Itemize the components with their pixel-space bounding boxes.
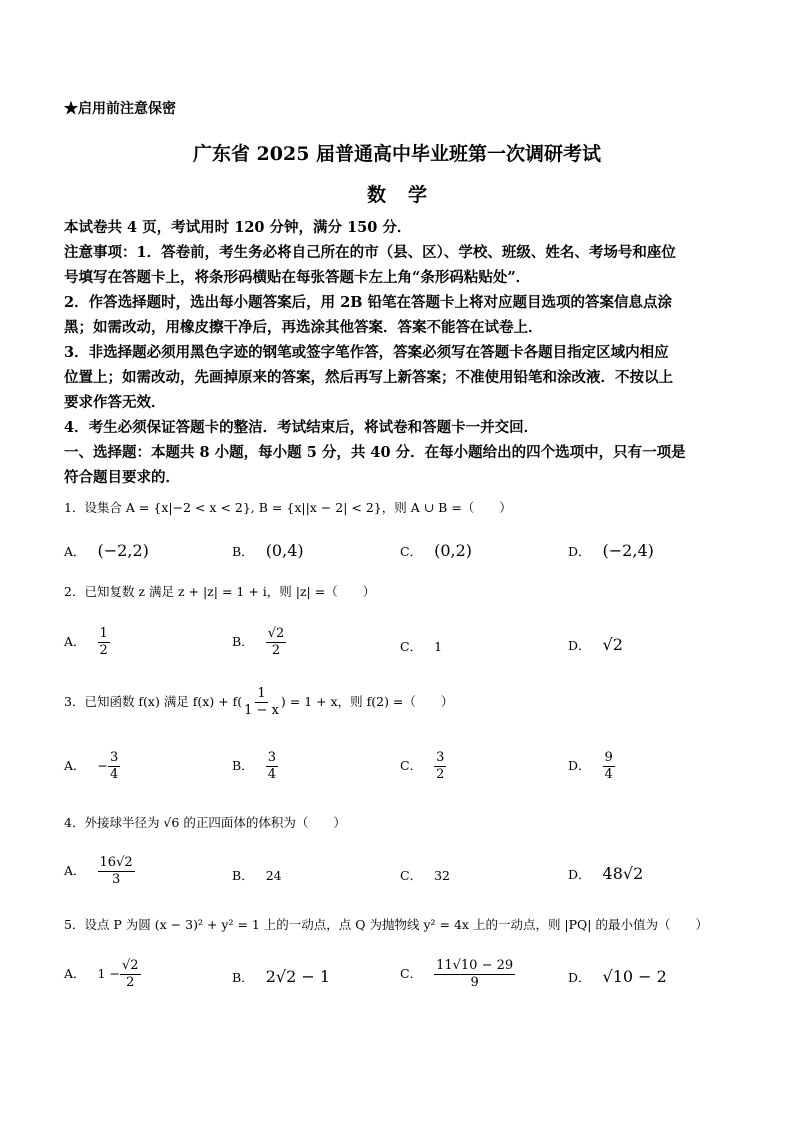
note-4: 4．考生必须保证答题卡的整洁．考试结束后，将试卷和答题卡一并交回． <box>64 419 539 436</box>
option-value: (0,2) <box>434 541 473 560</box>
fraction <box>434 958 515 991</box>
q3-option-d <box>568 750 615 783</box>
q1-option-c <box>400 541 472 560</box>
denominator: 2 <box>271 643 281 658</box>
denominator: 4 <box>110 767 119 782</box>
denominator: 2 <box>126 975 135 990</box>
numerator: 3 <box>267 750 276 765</box>
numerator: 3 <box>436 750 445 765</box>
intro-line: 本试卷共 4 页，考试用时 120 分钟，满分 150 分． <box>64 219 412 236</box>
note-1a: 注意事项：1．答卷前，考生务必将自己所在的市（县、区）、学校、班级、姓名、考场号和座位 <box>64 244 676 261</box>
option-label: B． <box>232 758 254 773</box>
option-label: C． <box>400 544 423 559</box>
note-1b: 号填写在答题卡上，将条形码横贴在每张答题卡左上角“条形码粘贴处”． <box>64 269 531 286</box>
question-3-stem <box>64 686 453 719</box>
fraction <box>120 958 141 991</box>
option-value: 24 <box>265 868 282 883</box>
numerator: 9 <box>604 750 613 765</box>
denominator: 2 <box>99 643 108 658</box>
fraction <box>98 855 135 888</box>
option-label: B． <box>232 634 254 649</box>
option-label: C． <box>400 868 423 883</box>
confidential-notice: ★启用前注意保密 <box>64 101 176 117</box>
q5-option-b <box>232 967 330 986</box>
denominator: 4 <box>604 767 613 782</box>
question-4-stem: 4．外接球半径为 √6 的正四面体的体积为（ ） <box>64 815 346 830</box>
option-label: C． <box>400 639 423 654</box>
numerator: 11√10 − 29 <box>436 958 514 973</box>
numerator: √2 <box>267 626 285 641</box>
q3-stem-post: ) = 1 + x，则 f(2) =（ ） <box>280 694 454 709</box>
q5-option-c <box>400 958 515 991</box>
option-label: A． <box>64 544 86 559</box>
option-label: B． <box>232 970 254 985</box>
option-value: √10 − 2 <box>602 967 667 986</box>
option-value: (−2,4) <box>602 541 654 560</box>
q1-option-a <box>64 541 149 560</box>
denominator: 2 <box>436 767 445 782</box>
option-label: D． <box>568 970 591 985</box>
q4-option-c <box>400 866 450 884</box>
option-value: √2 <box>602 635 623 654</box>
note-3b: 位置上；如需改动，先画掉原来的答案，然后再写上新答案；不准使用铅笔和涂改液．不按以上 <box>64 369 673 386</box>
fraction <box>434 750 446 783</box>
option-label: C． <box>400 966 423 981</box>
q1-option-b <box>232 541 304 560</box>
minus-sign: − <box>97 758 109 773</box>
q4-option-d <box>568 864 643 883</box>
numerator: 1 <box>257 686 266 701</box>
option-label: A． <box>64 758 86 773</box>
option-value: (−2,2) <box>97 541 149 560</box>
option-label: A． <box>64 634 86 649</box>
option-label: A． <box>64 966 86 981</box>
q1-option-d <box>568 541 654 560</box>
note-2b: 黑；如需改动，用橡皮擦干净后，再选涂其他答案．答案不能答在试卷上． <box>64 319 543 336</box>
q5-option-a <box>64 958 141 991</box>
option-value: 2√2 − 1 <box>265 967 330 986</box>
section-1-heading-a: 一、选择题：本题共 8 小题，每小题 5 分，共 40 分．在每小题给出的四个选项中，只有一项是 <box>64 444 686 461</box>
question-1-stem: 1．设集合 A = {x|−2 < x < 2}, B = {x||x − 2| < 2}，则 A ∪ B =（ ） <box>64 500 512 515</box>
q3-option-a <box>64 750 120 783</box>
q3-stem-pre: 3．已知函数 f(x) 满足 f(x) + f( <box>64 694 243 709</box>
option-value: 32 <box>434 868 450 883</box>
subject-title: 数学 <box>366 184 449 206</box>
option-label: D． <box>568 758 591 773</box>
q3-option-c <box>400 750 446 783</box>
note-2a: 2．作答选择题时，选出每小题答案后，用 2B 铅笔在答题卡上将对应题目选项的答案信息点涂 <box>64 294 673 311</box>
fraction <box>98 626 110 659</box>
denominator: 1 − x <box>244 703 279 718</box>
option-value: 48√2 <box>602 864 644 883</box>
q4-option-b <box>232 866 282 884</box>
option-label: D． <box>568 867 591 882</box>
option-label: C． <box>400 758 423 773</box>
option-value: 1 <box>434 639 443 654</box>
option-label: A． <box>64 863 86 878</box>
option-value: (0,4) <box>265 541 304 560</box>
option-label: B． <box>232 868 254 883</box>
q5-option-d <box>568 967 667 986</box>
note-3c: 要求作答无效． <box>64 394 166 411</box>
denominator: 9 <box>470 975 479 990</box>
fraction <box>266 626 287 659</box>
numerator: 1 <box>99 626 108 641</box>
fraction <box>108 750 120 783</box>
q3-stem-fraction <box>242 686 281 719</box>
option-label: D． <box>568 638 591 653</box>
q3-option-b <box>232 750 278 783</box>
denominator: 3 <box>111 872 121 887</box>
q2-option-a <box>64 626 110 659</box>
q2-option-c <box>400 637 442 655</box>
note-3a: 3．非选择题必须用黑色字迹的钢笔或签字笔作答，答案必须写在答题卡各题目指定区域内相应 <box>64 344 669 361</box>
numerator: 3 <box>110 750 119 765</box>
denominator: 4 <box>267 767 276 782</box>
section-1-heading-b: 符合题目要求的． <box>64 469 180 486</box>
fraction <box>266 750 278 783</box>
option-prefix: 1 − <box>97 966 120 981</box>
question-2-stem: 2．已知复数 z 满足 z + |z| = 1 + i，则 |z| =（ ） <box>64 584 376 599</box>
q2-option-b <box>232 626 286 659</box>
option-label: D． <box>568 544 591 559</box>
fraction <box>603 750 615 783</box>
question-5-stem: 5．设点 P 为圆 (x − 3)² + y² = 1 上的一动点，点 Q 为抛物线 y² = 4x 上的一动点，则 |PQ| 的最小值为（ ） <box>64 917 708 932</box>
option-label: B． <box>232 544 254 559</box>
numerator: √2 <box>121 958 139 973</box>
exam-title: 广东省 2025 届普通高中毕业班第一次调研考试 <box>192 143 602 165</box>
q2-option-d <box>568 635 623 654</box>
numerator: 16√2 <box>99 855 133 870</box>
q4-option-a <box>64 855 135 888</box>
